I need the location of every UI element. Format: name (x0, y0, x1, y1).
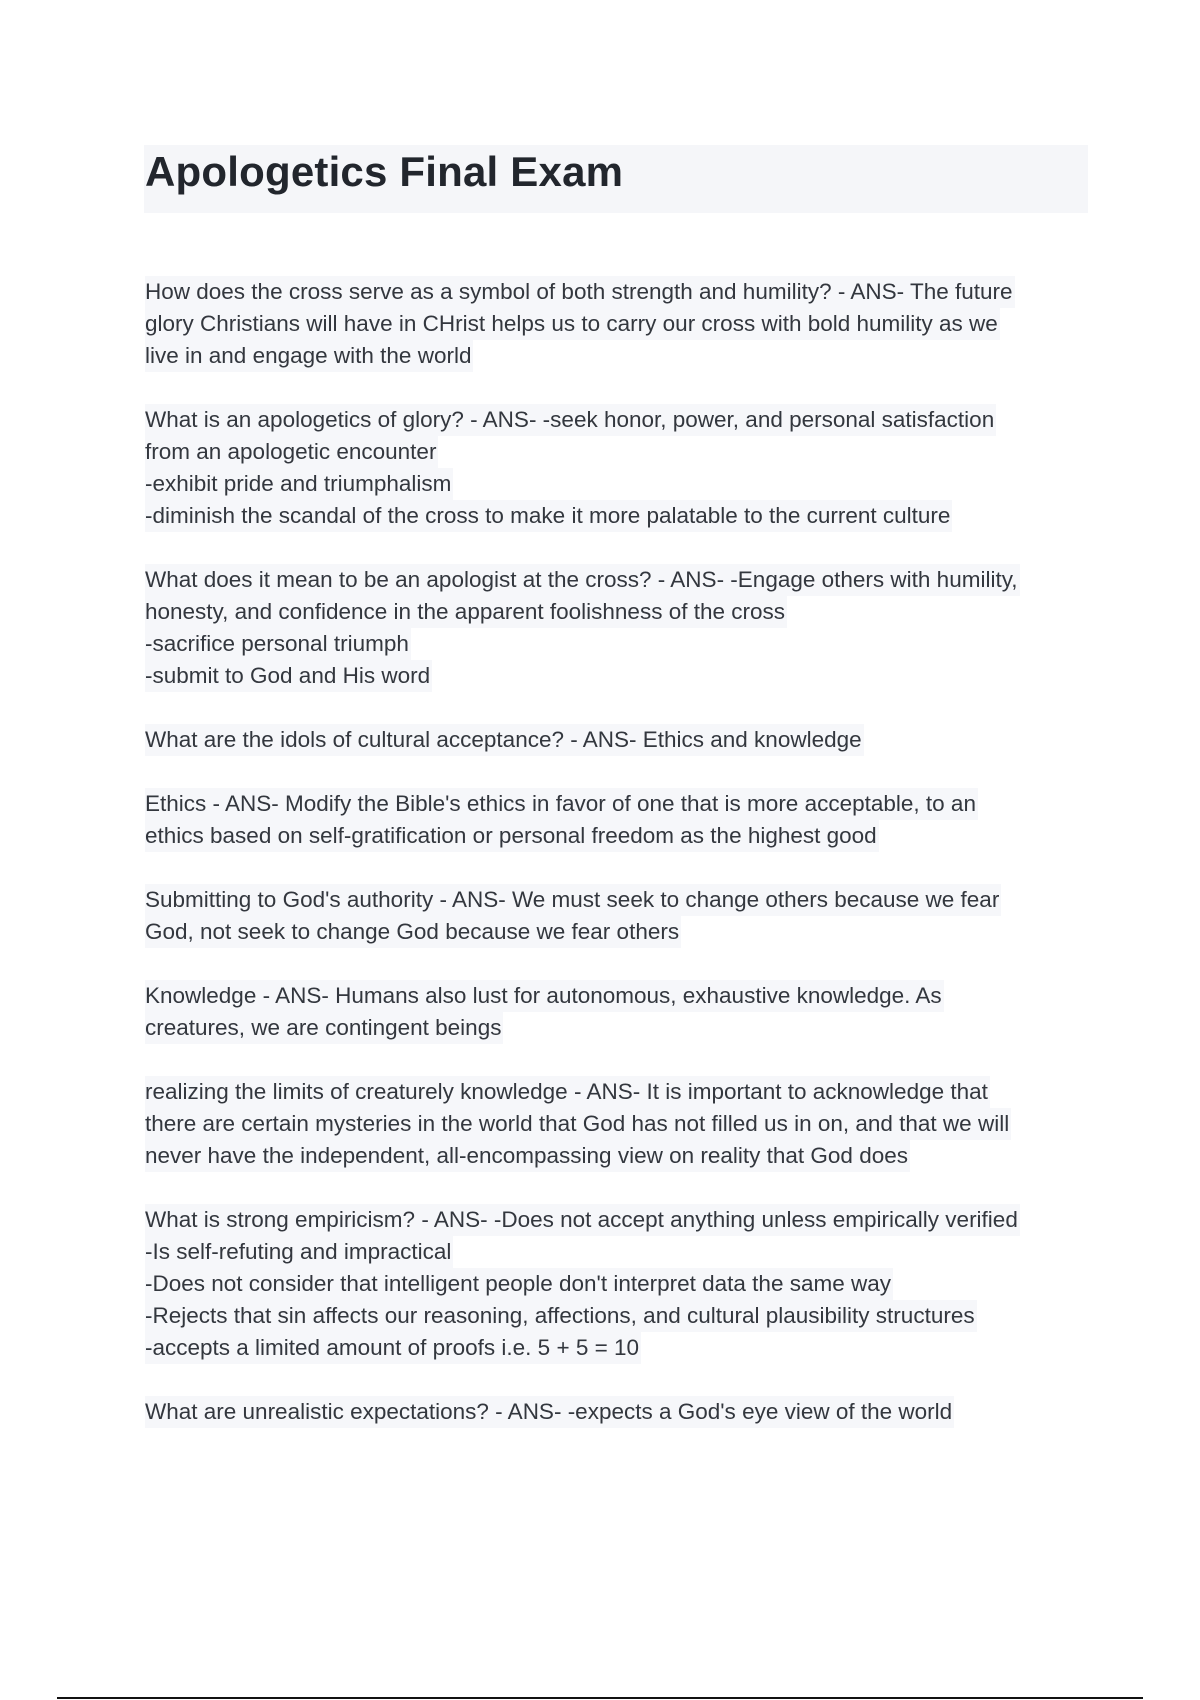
page-title: Apologetics Final Exam (145, 148, 624, 195)
qa-line-row (145, 1396, 1095, 1428)
qa-line-text: -exhibit pride and triumphalism (145, 468, 453, 500)
qa-line-row (145, 1140, 1095, 1172)
qa-entry (145, 276, 1095, 372)
qa-line-row (145, 1300, 1095, 1332)
qa-line-text: ethics based on self-gratification or personal freedom as the highest good (145, 820, 879, 852)
qa-line-text: God, not seek to change God because we fear others (145, 916, 681, 948)
qa-entry (145, 1396, 1095, 1428)
qa-line-text: What are the idols of cultural acceptance? - ANS- Ethics and knowledge (145, 724, 864, 756)
qa-line-text: What does it mean to be an apologist at the cross? - ANS- -Engage others with humility, (145, 564, 1020, 596)
qa-line-row (145, 1204, 1095, 1236)
qa-entry (145, 724, 1095, 756)
qa-line-text: How does the cross serve as a symbol of both strength and humility? - ANS- The future (145, 276, 1015, 308)
qa-line-row (145, 1012, 1095, 1044)
qa-line-text: from an apologetic encounter (145, 436, 438, 468)
qa-line-text: -Is self-refuting and impractical (145, 1236, 453, 1268)
qa-line-row (145, 1108, 1095, 1140)
qa-entry (145, 788, 1095, 852)
qa-line-row (145, 1236, 1095, 1268)
qa-line-text: creatures, we are contingent beings (145, 1012, 503, 1044)
qa-entry (145, 564, 1095, 692)
qa-entry (145, 980, 1095, 1044)
qa-line-text: glory Christians will have in CHrist helps us to carry our cross with bold humility as we (145, 308, 1000, 340)
qa-line-row (145, 1076, 1095, 1108)
qa-line-row (145, 788, 1095, 820)
qa-entry (145, 1076, 1095, 1172)
qa-line-text: -Rejects that sin affects our reasoning, affections, and cultural plausibility structures (145, 1300, 977, 1332)
qa-line-text: there are certain mysteries in the world that God has not filled us in on, and that we will (145, 1108, 1011, 1140)
qa-line-row (145, 404, 1095, 436)
qa-line-row (145, 308, 1095, 340)
qa-line-text: -Does not consider that intelligent people don't interpret data the same way (145, 1268, 893, 1300)
qa-line-text: Submitting to God's authority - ANS- We must seek to change others because we fear (145, 884, 1001, 916)
qa-line-text: -accepts a limited amount of proofs i.e. 5 + 5 = 10 (145, 1332, 641, 1364)
qa-entry (145, 404, 1095, 532)
qa-line-row (145, 596, 1095, 628)
qa-entry (145, 884, 1095, 948)
qa-line-text: honesty, and confidence in the apparent foolishness of the cross (145, 596, 787, 628)
qa-line-row (145, 340, 1095, 372)
qa-line-row (145, 436, 1095, 468)
qa-line-row (145, 916, 1095, 948)
qa-entry (145, 1204, 1095, 1364)
qa-line-row (145, 628, 1095, 660)
qa-line-row (145, 820, 1095, 852)
footer-divider (57, 1697, 1143, 1699)
qa-line-text: Knowledge - ANS- Humans also lust for autonomous, exhaustive knowledge. As (145, 980, 944, 1012)
qa-line-text: What is an apologetics of glory? - ANS- -seek honor, power, and personal satisfaction (145, 404, 996, 436)
qa-line-text: -submit to God and His word (145, 660, 432, 692)
qa-line-text: live in and engage with the world (145, 340, 473, 372)
qa-line-text: Ethics - ANS- Modify the Bible's ethics in favor of one that is more acceptable, to an (145, 788, 978, 820)
qa-line-row (145, 980, 1095, 1012)
qa-line-row (145, 724, 1095, 756)
qa-line-text: never have the independent, all-encompassing view on reality that God does (145, 1140, 910, 1172)
qa-line-row (145, 1268, 1095, 1300)
qa-line-row (145, 1332, 1095, 1364)
qa-line-row (145, 468, 1095, 500)
qa-line-row (145, 884, 1095, 916)
qa-line-text: -sacrifice personal triumph (145, 628, 411, 660)
qa-line-row (145, 564, 1095, 596)
qa-line-row (145, 660, 1095, 692)
qa-line-text: What is strong empiricism? - ANS- -Does not accept anything unless empirically verified (145, 1204, 1020, 1236)
qa-line-text: What are unrealistic expectations? - ANS- -expects a God's eye view of the world (145, 1396, 954, 1428)
qa-list (145, 276, 1095, 1460)
qa-line-row (145, 276, 1095, 308)
qa-line-text: realizing the limits of creaturely knowledge - ANS- It is important to acknowledge that (145, 1076, 990, 1108)
qa-line-row (145, 500, 1095, 532)
qa-line-text: -diminish the scandal of the cross to make it more palatable to the current culture (145, 500, 952, 532)
